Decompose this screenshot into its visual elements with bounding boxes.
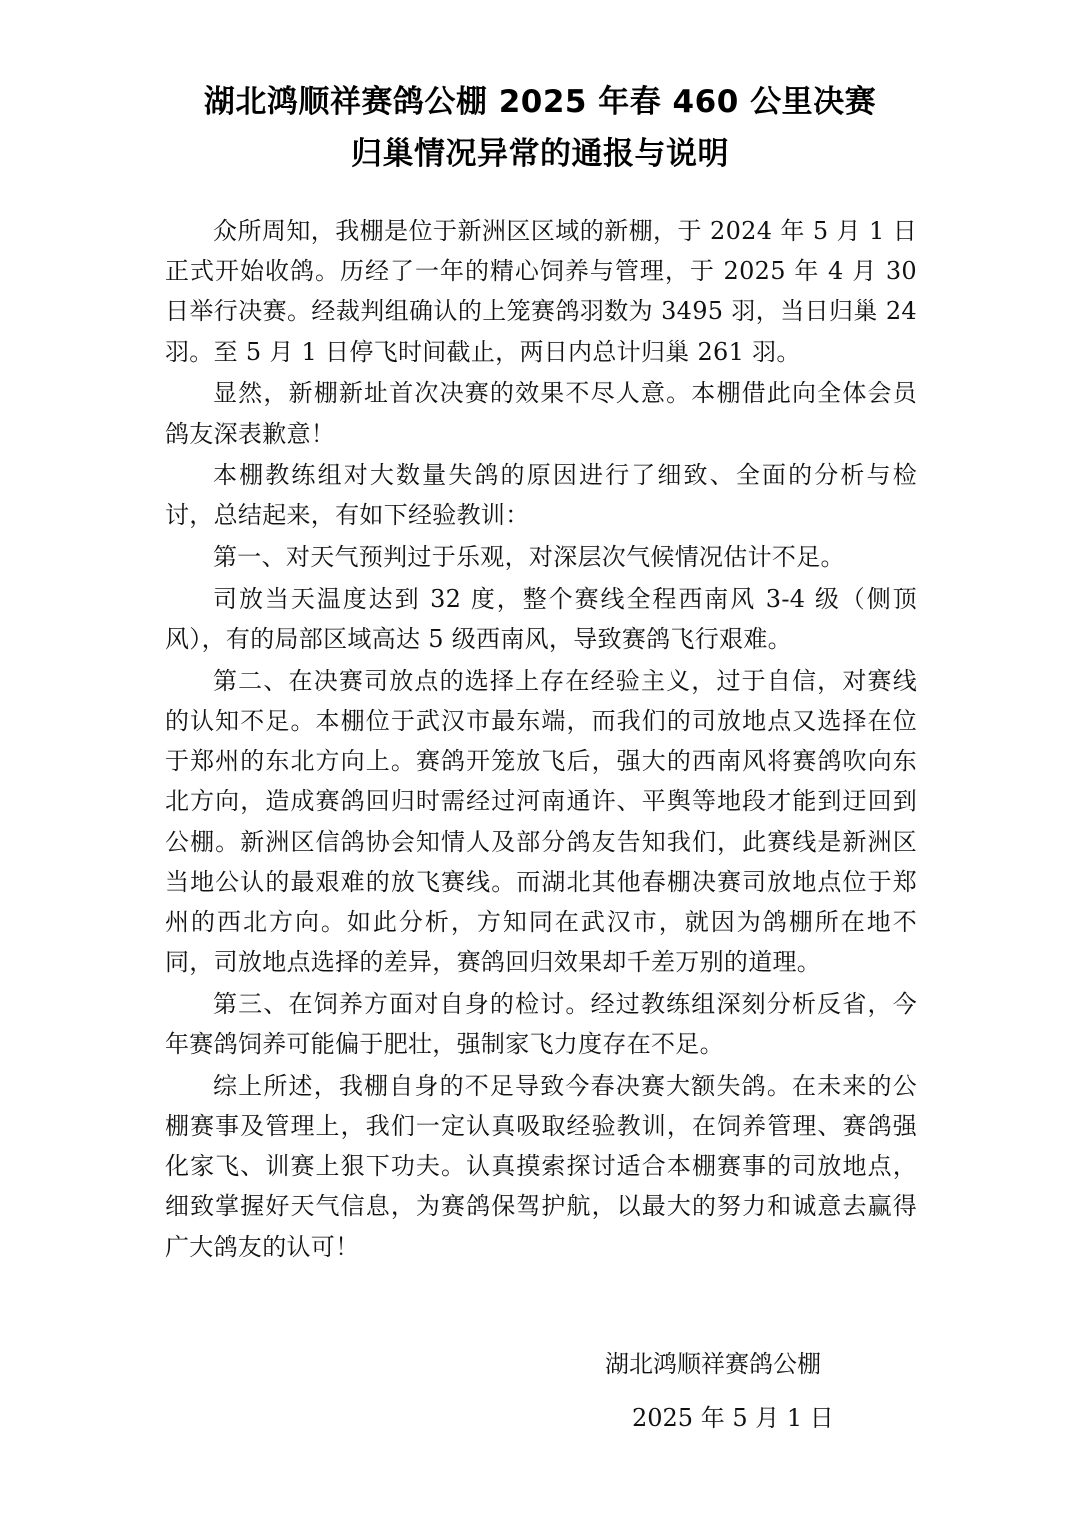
paragraph-lesson-2: 第二、在决赛司放点的选择上存在经验主义，过于自信，对赛线的认知不足。本棚位于武汉市最东端，而我们的司放地点又选择在位于郑州的东北方向上。赛鸽开笼放飞后，强大的西南风将赛鸽吹向东北方向，造成赛鸽回归时需经过河南通许、平舆等地段才能到迂回到公棚。新洲区信鸽协会知情人及部分鸽友告知我们，此赛线是新洲区当地公认的最艰难的放飞赛线。而湖北其他春棚决赛司放地点位于郑州的西北方向。如此分析，方知同在武汉市，就因为鸽棚所在地不同，司放地点选择的差异，赛鸽回归效果却千差万别的道理。 xyxy=(165,666,917,977)
paragraph-conclusion: 综上所述，我棚自身的不足导致今春决赛大额失鸽。在未来的公棚赛事及管理上，我们一定认真吸取经验教训，在饲养管理、赛鸽强化家飞、训赛上狠下功夫。认真摸索探讨适合本棚赛事的司放地点，细致掌握好天气信息，为赛鸽保驾护航，以最大的努力和诚意去赢得广大鸽友的认可！ xyxy=(165,1071,917,1261)
paragraph-lesson-1: 第一、对天气预判过于乐观，对深层次气候情况估计不足。 xyxy=(213,543,845,572)
paragraph-apology: 显然，新棚新址首次决赛的效果不尽人意。本棚借此向全体会员鸽友深表歉意！ xyxy=(165,379,917,448)
signature-organization: 湖北鸿顺祥赛鸽公棚 xyxy=(605,1350,821,1378)
document-body xyxy=(165,211,917,1268)
paragraph-analysis: 本棚教练组对大数量失鸽的原因进行了细致、全面的分析与检讨，总结起来，有如下经验教训： xyxy=(165,461,917,530)
document-title-line2: 归巢情况异常的通报与说明 xyxy=(351,136,729,172)
paragraph-intro: 众所周知，我棚是位于新洲区区域的新棚，于 2024 年 5 月 1 日正式开始收鸽。历经了一年的精心饲养与管理，于 2025 年 4 月 30 日举行决赛。经裁判组确认的上笼赛鸽羽数为 3495 羽，当日归巢 24 羽。至 5 月 1 日停飞时间截止，两日内总计归巢 261 羽。 xyxy=(165,217,917,366)
paragraph-lesson-3: 第三、在饲养方面对自身的检讨。经过教练组深刻分析反省，今年赛鸽饲养可能偏于肥壮，强制家飞力度存在不足。 xyxy=(165,989,917,1059)
document-title-line1: 湖北鸿顺祥赛鸽公棚 2025 年春 460 公里决赛 xyxy=(203,84,877,120)
signature-date: 2025 年 5 月 1 日 xyxy=(632,1404,834,1432)
paragraph-weather-detail: 司放当天温度达到 32 度，整个赛线全程西南风 3-4 级（侧顶风），有的局部区域高达 5 级西南风，导致赛鸽飞行艰难。 xyxy=(165,584,917,654)
